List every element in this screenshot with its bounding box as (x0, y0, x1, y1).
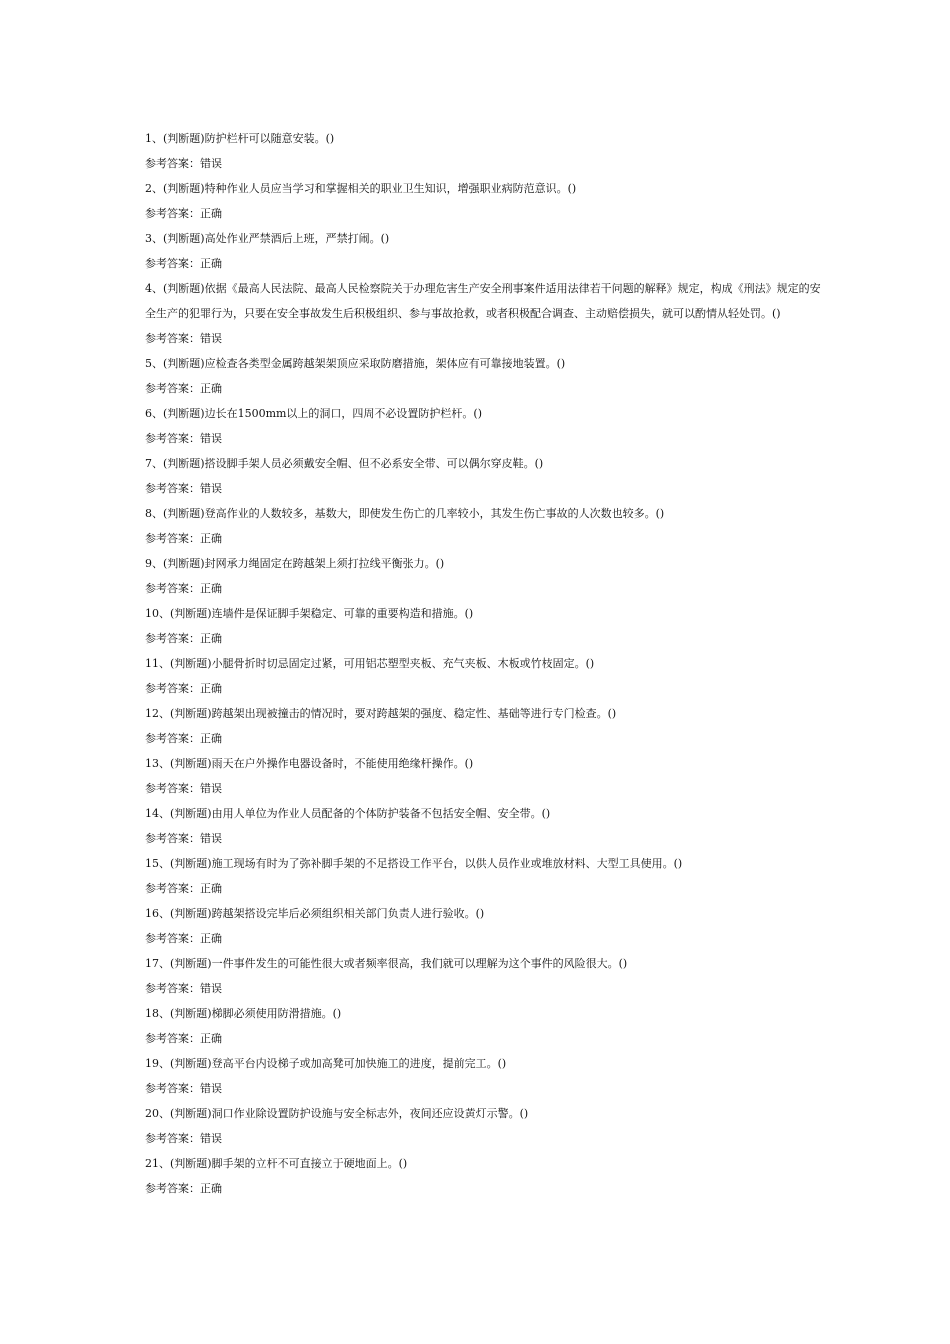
question-item (145, 226, 825, 276)
answer-label: 参考答案： (145, 932, 200, 945)
answer-value: 错误 (200, 1082, 222, 1095)
question-item (145, 126, 825, 176)
answer-value: 正确 (200, 1032, 222, 1045)
question-text: 6、(判断题)边长在1500mm以上的洞口，四周不必设置防护栏杆。() (145, 407, 483, 420)
answer-line (145, 1026, 825, 1051)
question-text: 15、(判断题)施工现场有时为了弥补脚手架的不足搭设工作平台，以供人员作业或堆放材料、大型工具使用。() (145, 857, 683, 870)
answer-value: 错误 (200, 782, 222, 795)
answer-line (145, 676, 825, 701)
answer-line (145, 726, 825, 751)
question-text: 18、(判断题)梯脚必须使用防滑措施。() (145, 1007, 342, 1020)
question-text: 19、(判断题)登高平台内设梯子或加高凳可加快施工的进度，提前完工。() (145, 1057, 507, 1070)
answer-label: 参考答案： (145, 1082, 200, 1095)
answer-value: 错误 (200, 332, 222, 345)
answer-value: 正确 (200, 382, 222, 395)
answer-value: 正确 (200, 582, 222, 595)
answer-line (145, 1126, 825, 1151)
answer-label: 参考答案： (145, 832, 200, 845)
answer-label: 参考答案： (145, 532, 200, 545)
answer-label: 参考答案： (145, 157, 200, 170)
question-text: 13、(判断题)雨天在户外操作电器设备时，不能使用绝缘杆操作。() (145, 757, 474, 770)
answer-value: 错误 (200, 157, 222, 170)
answer-label: 参考答案： (145, 432, 200, 445)
answer-value: 正确 (200, 532, 222, 545)
answer-label: 参考答案： (145, 382, 200, 395)
question-text: 16、(判断题)跨越架搭设完毕后必须组织相关部门负责人进行验收。() (145, 907, 485, 920)
question-text: 3、(判断题)高处作业严禁酒后上班，严禁打闹。() (145, 232, 390, 245)
answer-value: 正确 (200, 732, 222, 745)
question-item (145, 651, 825, 701)
answer-label: 参考答案： (145, 882, 200, 895)
answer-line (145, 776, 825, 801)
answer-line (145, 526, 825, 551)
answer-label: 参考答案： (145, 1132, 200, 1145)
question-item (145, 1001, 825, 1051)
question-item (145, 1101, 825, 1151)
question-text: 12、(判断题)跨越架出现被撞击的情况时，要对跨越架的强度、稳定性、基础等进行专门检查。() (145, 707, 617, 720)
answer-value: 错误 (200, 482, 222, 495)
answer-line (145, 326, 825, 351)
answer-value: 错误 (200, 982, 222, 995)
answer-line (145, 251, 825, 276)
question-text: 11、(判断题)小腿骨折时切忌固定过紧，可用铝芯塑型夹板、充气夹板、木板或竹枝固定。() (145, 657, 595, 670)
question-item (145, 951, 825, 1001)
answer-line (145, 876, 825, 901)
question-item (145, 751, 825, 801)
answer-value: 正确 (200, 257, 222, 270)
answer-value: 正确 (200, 682, 222, 695)
answer-line (145, 626, 825, 651)
answer-label: 参考答案： (145, 582, 200, 595)
question-text: 17、(判断题)一件事件发生的可能性很大或者频率很高，我们就可以理解为这个事件的风险很大。() (145, 957, 628, 970)
question-text: 20、(判断题)洞口作业除设置防护设施与安全标志外，夜间还应设黄灯示警。() (145, 1107, 529, 1120)
answer-line (145, 826, 825, 851)
answer-value: 正确 (200, 632, 222, 645)
question-item (145, 601, 825, 651)
question-text: 9、(判断题)封网承力绳固定在跨越架上须打拉线平衡张力。() (145, 557, 445, 570)
answer-line (145, 201, 825, 226)
question-item (145, 401, 825, 451)
answer-line (145, 426, 825, 451)
question-text: 2、(判断题)特种作业人员应当学习和掌握相关的职业卫生知识，增强职业病防范意识。() (145, 182, 577, 195)
question-text: 7、(判断题)搭设脚手架人员必须戴安全帽、但不必系安全带、可以偶尔穿皮鞋。() (145, 457, 544, 470)
answer-line (145, 1176, 825, 1201)
question-item (145, 501, 825, 551)
answer-label: 参考答案： (145, 1182, 200, 1195)
answer-line (145, 976, 825, 1001)
question-item (145, 1051, 825, 1101)
question-item (145, 1151, 825, 1201)
answer-line (145, 476, 825, 501)
answer-label: 参考答案： (145, 332, 200, 345)
question-list (145, 126, 825, 1201)
answer-label: 参考答案： (145, 482, 200, 495)
answer-label: 参考答案： (145, 782, 200, 795)
answer-value: 正确 (200, 1182, 222, 1195)
answer-value: 错误 (200, 1132, 222, 1145)
question-item (145, 901, 825, 951)
answer-line (145, 151, 825, 176)
answer-label: 参考答案： (145, 207, 200, 220)
question-item (145, 351, 825, 401)
answer-line (145, 376, 825, 401)
answer-label: 参考答案： (145, 982, 200, 995)
question-text: 14、(判断题)由用人单位为作业人员配备的个体防护装备不包括安全帽、安全带。() (145, 807, 551, 820)
question-text: 1、(判断题)防护栏杆可以随意安装。() (145, 132, 335, 145)
question-item (145, 701, 825, 751)
question-text: 4、(判断题)依据《最高人民法院、最高人民检察院关于办理危害生产安全刑事案件适用法律若干问题的解释》规定，构成《刑法》规定的安全生产的犯罪行为，只要在安全事故发生后积极组织、参与事故抢救，或者积极配合调查、主动赔偿损失，就可以酌情从轻处罚。() (145, 282, 821, 320)
answer-line (145, 576, 825, 601)
question-item (145, 551, 825, 601)
answer-value: 正确 (200, 207, 222, 220)
question-item (145, 176, 825, 226)
question-item (145, 276, 825, 351)
answer-line (145, 1076, 825, 1101)
answer-value: 错误 (200, 432, 222, 445)
question-item (145, 451, 825, 501)
answer-label: 参考答案： (145, 732, 200, 745)
answer-label: 参考答案： (145, 682, 200, 695)
answer-label: 参考答案： (145, 632, 200, 645)
answer-label: 参考答案： (145, 257, 200, 270)
question-text: 5、(判断题)应检查各类型金属跨越架架顶应采取防磨措施，架体应有可靠接地装置。() (145, 357, 566, 370)
answer-value: 正确 (200, 882, 222, 895)
question-text: 10、(判断题)连墙件是保证脚手架稳定、可靠的重要构造和措施。() (145, 607, 474, 620)
question-text: 21、(判断题)脚手架的立杆不可直接立于硬地面上。() (145, 1157, 408, 1170)
question-item (145, 801, 825, 851)
answer-line (145, 926, 825, 951)
answer-label: 参考答案： (145, 1032, 200, 1045)
answer-value: 正确 (200, 932, 222, 945)
question-text: 8、(判断题)登高作业的人数较多，基数大，即使发生伤亡的几率较小，其发生伤亡事故的人次数也较多。() (145, 507, 665, 520)
question-item (145, 851, 825, 901)
answer-value: 错误 (200, 832, 222, 845)
